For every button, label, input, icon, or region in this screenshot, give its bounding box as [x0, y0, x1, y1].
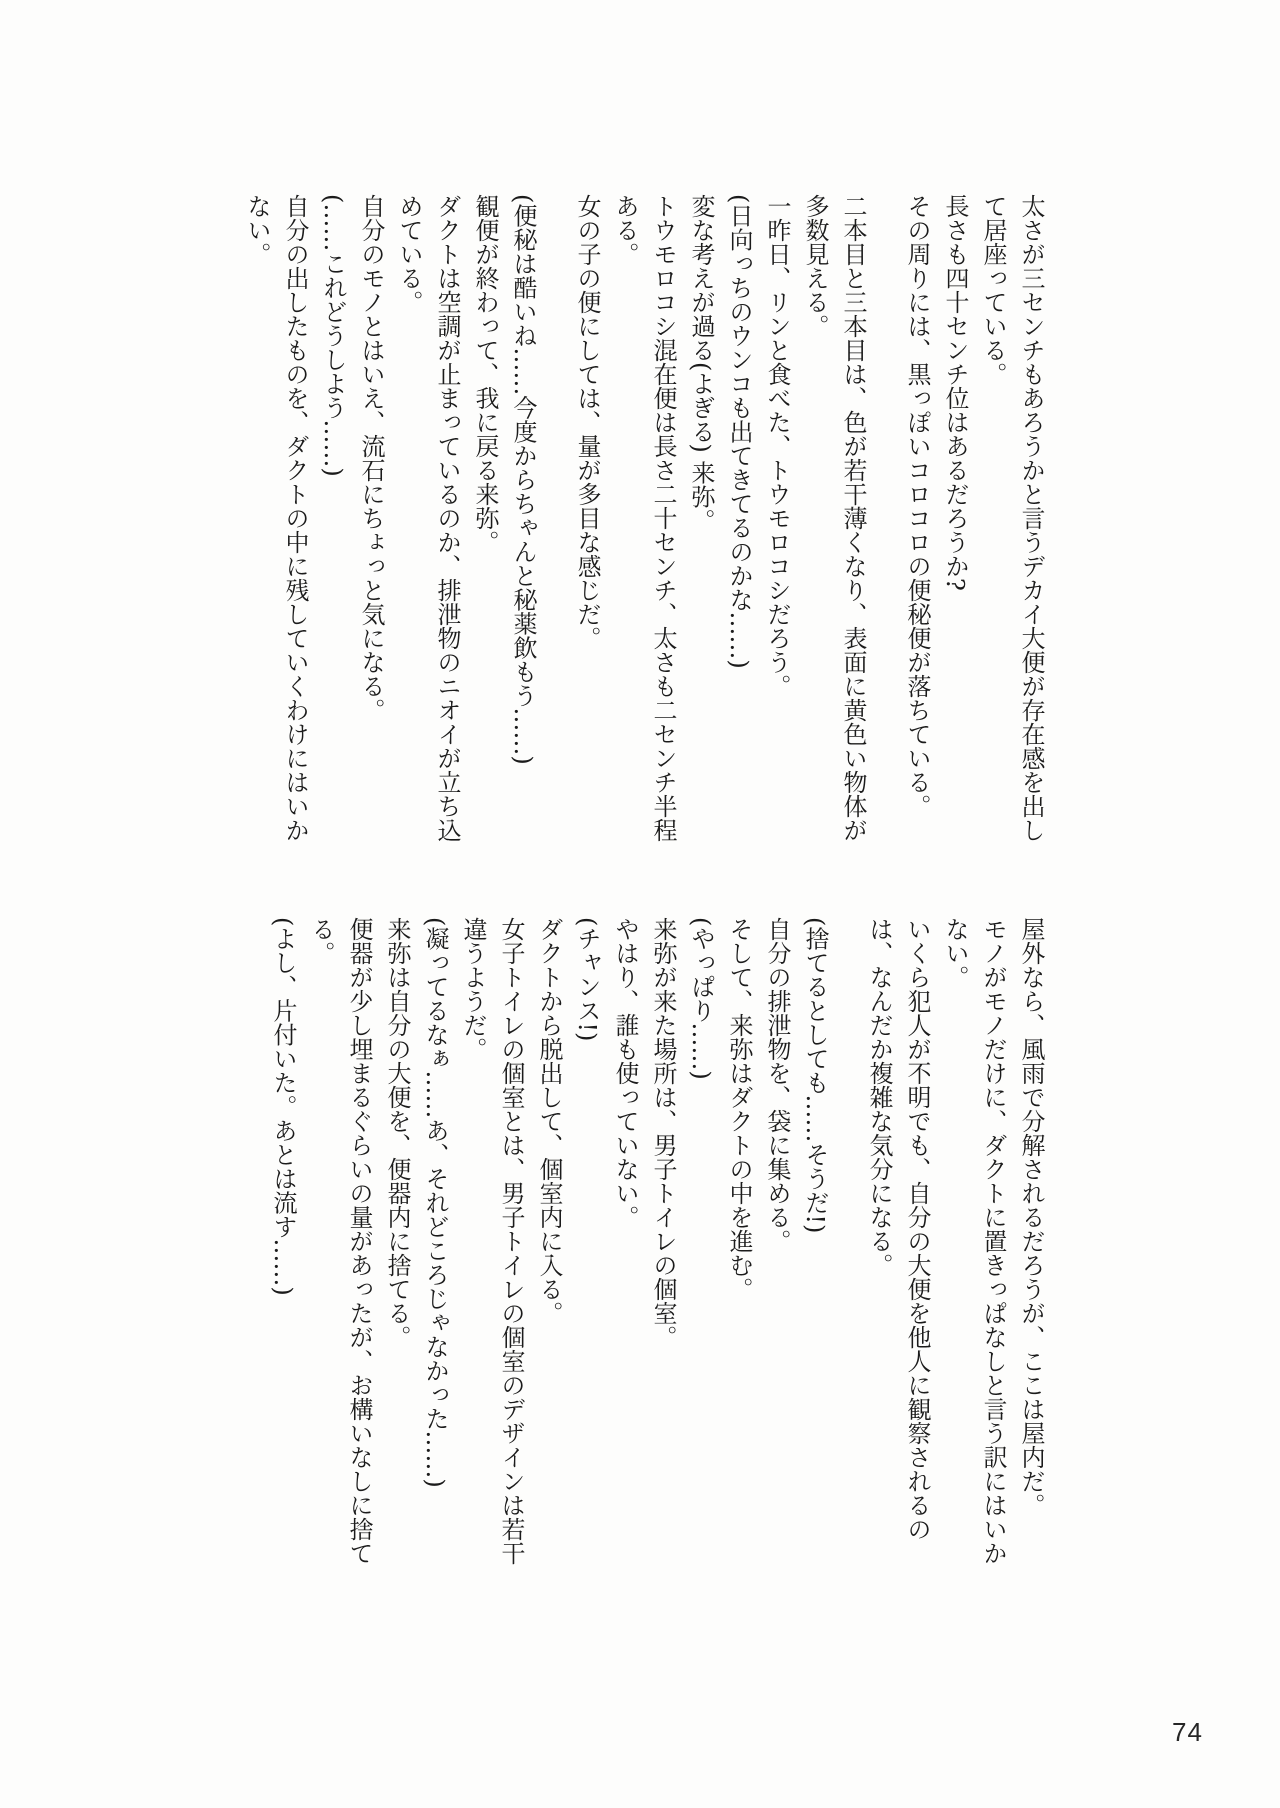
- paragraph-group: [568, 194, 872, 850]
- paragraph: (捨てるとしても……そうだ!): [801, 917, 829, 1234]
- text-block-lower: [264, 917, 1050, 1573]
- paragraph: 自分の出したものを、ダクトの中に残していくわけにはいかない。: [243, 194, 309, 842]
- paragraph: 自分の排泄物を、袋に集める。: [763, 917, 791, 1253]
- paragraph: 便器が少し埋まるぐらいの量があったが、お構いなしに捨てる。: [307, 917, 373, 1565]
- paragraph: 変な考えが過る(よぎる) 来弥。: [687, 194, 715, 533]
- paragraph: 来弥が来た場所は、男子トイレの個室。: [649, 917, 677, 1349]
- paragraph: ダクトから脱出して、個室内に入る。: [535, 917, 563, 1325]
- paragraph: 屋外なら、風雨で分解されるだろうが、ここは屋内だ。: [1017, 917, 1045, 1517]
- paragraph: ダクトは空調が止まっているのか、排泄物のニオイが立ち込めている。: [395, 194, 461, 842]
- paragraph: (……これどうしよう……): [319, 194, 347, 477]
- paragraph: やはり、誰も使っていない。: [611, 917, 639, 1229]
- text-block-upper: [238, 194, 1050, 850]
- paragraph: 長さも四十センチ位はあるだろうか?: [941, 194, 969, 591]
- paragraph-group: [898, 194, 1050, 850]
- paragraph: 観便が終わって、我に戻る来弥。: [471, 194, 499, 554]
- paragraph: (便秘は酷いね……今度からちゃんと秘薬飲もう……): [509, 194, 537, 765]
- paragraph: (日向っちのウンコも出てきてるのかな……): [725, 194, 753, 669]
- paragraph: (凝ってるなぁ……あ、それどころじゃなかった……): [421, 917, 449, 1488]
- paragraph: その周りには、黒っぽいコロコロの便秘便が落ちている。: [903, 194, 931, 818]
- paragraph: (よし、片付いた。あとは流す……): [269, 917, 297, 1296]
- page-number: 74: [1172, 1717, 1203, 1747]
- paragraph: そして、来弥はダクトの中を進む。: [725, 917, 753, 1301]
- paragraph-group: [264, 917, 834, 1573]
- paragraph: 自分のモノとはいえ、流石にちょっと気になる。: [357, 194, 385, 722]
- paragraph: 二本目と三本目は、色が若干薄くなり、表面に黄色い物体が多数見える。: [801, 194, 867, 842]
- paragraph: 一昨日、リンと食べた、トウモロコシだろう。: [763, 194, 791, 698]
- paragraph: モノがモノだけに、ダクトに置きっぱなしと言う訳にはいかない。: [941, 917, 1007, 1565]
- paragraph: トウモロコシ混在便は長さ二十センチ、太さも二センチ半程ある。: [611, 194, 677, 842]
- paragraph: いくら犯人が不明でも、自分の大便を他人に観察されるのは、なんだか複雑な気分になる。: [865, 917, 931, 1541]
- paragraph: 女の子の便にしては、量が多目な感じだ。: [573, 194, 601, 650]
- paragraph: 来弥は自分の大便を、便器内に捨てる。: [383, 917, 411, 1349]
- paragraph-group: [860, 917, 1050, 1573]
- paragraph: 太さが三センチもあろうかと言うデカイ大便が存在感を出して居座っている。: [979, 194, 1045, 842]
- paragraph: (チャンス!): [573, 917, 601, 1042]
- paragraph: (やっぱり……): [687, 917, 715, 1080]
- paragraph: 女子トイレの個室とは、男子トイレの個室のデザインは若干違うようだ。: [459, 917, 525, 1565]
- paragraph-group: [238, 194, 542, 850]
